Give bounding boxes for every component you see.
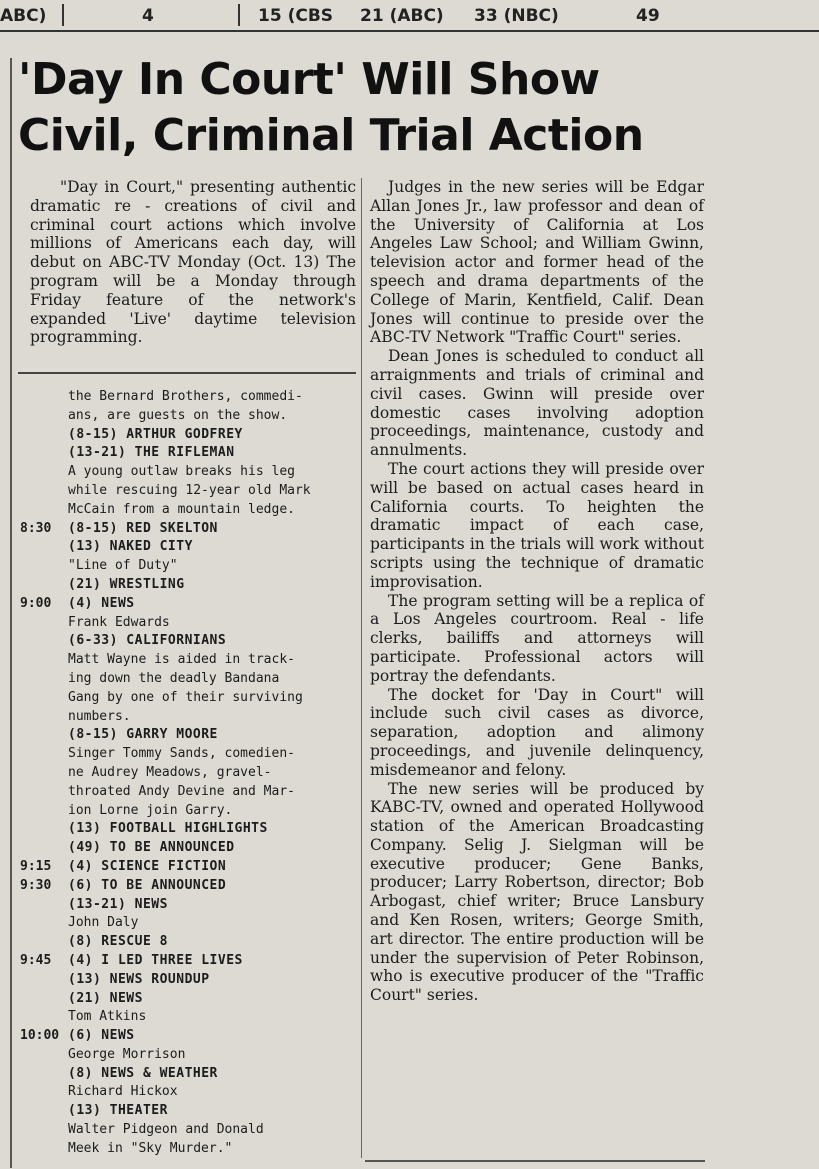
listing-row xyxy=(20,1083,356,1102)
listing-row xyxy=(20,1102,356,1121)
program-description: George Morrison xyxy=(68,1046,186,1062)
program-description: McCain from a mountain ledge. xyxy=(68,501,295,517)
listing-time xyxy=(20,971,68,990)
listing-time xyxy=(20,482,68,501)
listing-row xyxy=(20,689,356,708)
program-description: ing down the deadly Bandana xyxy=(68,670,280,686)
listing-time xyxy=(20,914,68,933)
listing-time xyxy=(20,896,68,915)
program-title: (8) NEWS & WEATHER xyxy=(68,1065,218,1081)
program-title: (8-15) RED SKELTON xyxy=(68,520,218,536)
program-description: Richard Hickox xyxy=(68,1084,178,1100)
article-right-column xyxy=(370,178,704,1005)
listing-row xyxy=(20,538,356,557)
listing-time xyxy=(20,689,68,708)
header-fragment: 21 (ABC) xyxy=(360,6,444,26)
listing-time xyxy=(20,1046,68,1065)
listing-time xyxy=(20,388,68,407)
lead-paragraph: "Day in Court," presenting authentic dramatic re - creations of civil and criminal court actions which involve millions of Americans each day, will debut on ABC-TV Monday (Oct. 13) The program will be a Monday through Friday feature of the network's expanded 'Live' daytime television programming. xyxy=(30,178,356,347)
header-fragment: ABC) xyxy=(0,6,47,26)
program-title: (13) NEWS ROUNDUP xyxy=(68,971,210,987)
listing-time xyxy=(20,670,68,689)
tv-channel-header xyxy=(0,0,819,30)
listing-time xyxy=(20,1008,68,1027)
header-fragment: 15 (CBS xyxy=(258,6,334,26)
tv-listings xyxy=(20,388,356,1159)
listing-row xyxy=(20,839,356,858)
header-divider xyxy=(238,4,240,26)
listing-time xyxy=(20,764,68,783)
program-description: ne Audrey Meadows, gravel- xyxy=(68,764,272,780)
program-title: (49) TO BE ANNOUNCED xyxy=(68,840,235,856)
program-description: Singer Tommy Sands, comedien- xyxy=(68,746,295,762)
listing-row xyxy=(20,726,356,745)
listing-time xyxy=(20,783,68,802)
program-title: (8-15) ARTHUR GODFREY xyxy=(68,426,243,442)
program-title: (13) FOOTBALL HIGHLIGHTS xyxy=(68,821,268,837)
program-title: (6) TO BE ANNOUNCED xyxy=(68,877,227,893)
listing-row xyxy=(20,670,356,689)
listing-row xyxy=(20,463,356,482)
listing-row xyxy=(20,482,356,501)
listing-time: 10:00 xyxy=(20,1028,60,1044)
article-paragraph: The docket for 'Day in Court" will include such civil cases as divorce, separation, adoption and alimony proceedings, and juvenile delinquency, misdemeanor and felony. xyxy=(370,685,704,779)
listing-time: 9:30 xyxy=(20,877,52,893)
header-fragment: 49 xyxy=(636,6,660,26)
program-title: (8) RESCUE 8 xyxy=(68,934,168,950)
listing-row xyxy=(20,557,356,576)
program-title: (21) WRESTLING xyxy=(68,576,185,592)
listing-time xyxy=(20,1065,68,1084)
program-description: "Line of Duty" xyxy=(68,558,178,574)
headline-line-2: Civil, Criminal Trial Action xyxy=(18,110,644,161)
listing-row xyxy=(20,764,356,783)
listing-row xyxy=(20,914,356,933)
listing-row xyxy=(20,501,356,520)
listing-row xyxy=(20,614,356,633)
listing-row xyxy=(20,1046,356,1065)
listing-time xyxy=(20,576,68,595)
listing-row xyxy=(20,896,356,915)
listing-row xyxy=(20,952,356,971)
listing-time xyxy=(20,538,68,557)
listing-row xyxy=(20,1121,356,1140)
article-paragraph: The court actions they will preside over will be based on actual cases heard in California courts. To heighten the dramatic impact of each case, participants in the trials will work without scripts using the technique of dramatic improvisation. xyxy=(370,459,704,591)
program-title: (8-15) GARRY MOORE xyxy=(68,727,218,743)
listing-time xyxy=(20,708,68,727)
listing-row xyxy=(20,426,356,445)
program-description: throated Andy Devine and Mar- xyxy=(68,783,295,799)
listing-time xyxy=(20,802,68,821)
listing-time xyxy=(20,726,68,745)
program-description: ans, are guests on the show. xyxy=(68,407,288,423)
program-description: Frank Edwards xyxy=(68,614,170,630)
listing-row xyxy=(20,1027,356,1046)
header-divider xyxy=(62,4,64,26)
lead-divider xyxy=(18,372,356,374)
listing-time: 8:30 xyxy=(20,520,52,536)
article-paragraph: Judges in the new series will be Edgar Allan Jones Jr., law professor and dean of the University of California at Los Angeles Law School; and William Gwinn, television actor and former head of the speech and drama departments of the College of Marin, Kentfield, Calif. Dean Jones will continue to preside over the ABC-TV Network "Traffic Court" series. xyxy=(370,178,704,347)
article-paragraph: The program setting will be a replica of a Los Angeles courtroom. Real - life clerks, bailiffs and attorneys will participate. Professional actors will portray the defendants. xyxy=(370,591,704,685)
column-rule xyxy=(361,178,362,1158)
program-title: (6) NEWS xyxy=(68,1028,135,1044)
listing-time xyxy=(20,632,68,651)
program-title: (4) NEWS xyxy=(68,595,135,611)
program-title: (13-21) THE RIFLEMAN xyxy=(68,445,235,461)
listing-time xyxy=(20,444,68,463)
listing-row xyxy=(20,708,356,727)
article-paragraph: Dean Jones is scheduled to conduct all arraignments and trials of criminal and civil cases. Gwinn will preside over domestic cases involving adoption proceedings, maintenance, custody and annulments. xyxy=(370,347,704,460)
listing-row xyxy=(20,783,356,802)
listing-time xyxy=(20,426,68,445)
listing-time xyxy=(20,614,68,633)
listing-time xyxy=(20,745,68,764)
program-title: (13) NAKED CITY xyxy=(68,539,193,555)
program-description: the Bernard Brothers, commedi- xyxy=(68,389,303,404)
listing-time xyxy=(20,820,68,839)
program-description: numbers. xyxy=(68,708,131,724)
article-paragraph: The new series will be produced by KABC-TV, owned and operated Hollywood station of the American Broadcasting Company. Selig J. Sielgman will be executive producer; Gene Banks, producer; Larry Robertson, director; Bob Arbogast, chief writer; Bruce Lansbury and Ken Rosen, writers; George Smith, art director. The entire production will be under the supervision of Peter Robinson, who is executive producer of the "Traffic Court" series. xyxy=(370,779,704,1005)
listing-row xyxy=(20,651,356,670)
listing-time xyxy=(20,1102,68,1121)
listing-time xyxy=(20,990,68,1009)
listing-time xyxy=(20,1121,68,1140)
listing-row xyxy=(20,388,356,407)
program-description: Meek in "Sky Murder." xyxy=(68,1140,233,1156)
listing-time xyxy=(20,651,68,670)
listing-row xyxy=(20,576,356,595)
program-description: A young outlaw breaks his leg xyxy=(68,464,295,480)
listing-row xyxy=(20,520,356,539)
listing-time xyxy=(20,839,68,858)
program-title: (6-33) CALIFORNIANS xyxy=(68,633,227,649)
listing-row xyxy=(20,444,356,463)
program-description: Matt Wayne is aided in track- xyxy=(68,652,295,668)
program-description: while rescuing 12-year old Mark xyxy=(68,482,311,498)
listing-row xyxy=(20,971,356,990)
article-end-rule xyxy=(365,1160,705,1162)
program-title: (13-21) NEWS xyxy=(68,896,168,912)
listing-time xyxy=(20,1083,68,1102)
listing-row xyxy=(20,877,356,896)
headline xyxy=(18,52,718,164)
listing-time xyxy=(20,463,68,482)
listing-time xyxy=(20,407,68,426)
listing-row xyxy=(20,1008,356,1027)
program-description: John Daly xyxy=(68,915,139,931)
program-description: ion Lorne join Garry. xyxy=(68,802,233,818)
listing-time xyxy=(20,501,68,520)
listing-row xyxy=(20,990,356,1009)
program-title: (21) NEWS xyxy=(68,990,143,1006)
left-column-rule xyxy=(10,58,12,1168)
program-title: (4) SCIENCE FICTION xyxy=(68,858,227,874)
listing-row xyxy=(20,595,356,614)
listing-row xyxy=(20,745,356,764)
program-title: (4) I LED THREE LIVES xyxy=(68,952,243,968)
program-description: Tom Atkins xyxy=(68,1009,147,1025)
listing-row xyxy=(20,802,356,821)
listing-row xyxy=(20,632,356,651)
listing-time xyxy=(20,1140,68,1159)
header-rule xyxy=(0,30,819,32)
listing-time: 9:15 xyxy=(20,858,52,874)
headline-line-1: 'Day In Court' Will Show xyxy=(18,54,600,105)
listing-row xyxy=(20,933,356,952)
program-title: (13) THEATER xyxy=(68,1103,168,1119)
listing-time xyxy=(20,557,68,576)
listing-time: 9:45 xyxy=(20,952,52,968)
listing-time xyxy=(20,933,68,952)
listing-row xyxy=(20,1140,356,1159)
program-description: Walter Pidgeon and Donald xyxy=(68,1122,264,1138)
listing-row xyxy=(20,407,356,426)
program-description: Gang by one of their surviving xyxy=(68,689,303,705)
listing-time: 9:00 xyxy=(20,595,52,611)
header-fragment: 33 (NBC) xyxy=(474,6,559,26)
listing-row xyxy=(20,858,356,877)
listing-row xyxy=(20,820,356,839)
header-fragment: 4 xyxy=(142,6,154,26)
listing-row xyxy=(20,1065,356,1084)
